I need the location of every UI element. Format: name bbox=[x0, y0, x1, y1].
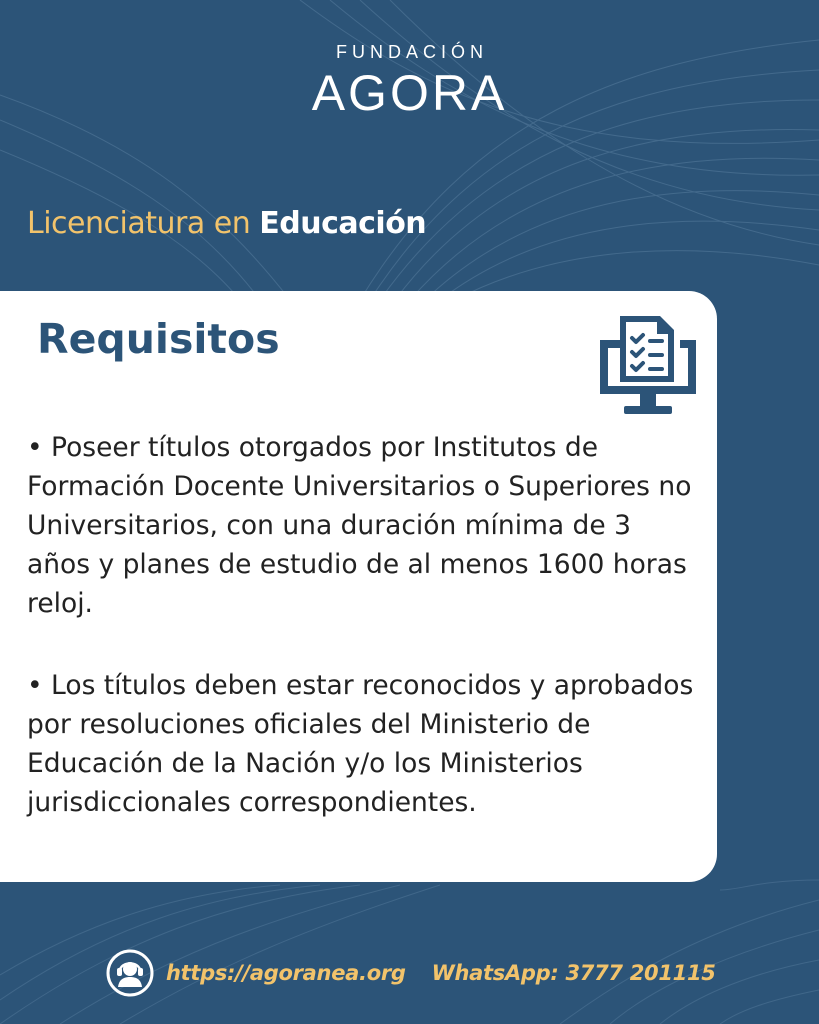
logo-subtitle: FUNDACIÓN bbox=[336, 42, 488, 62]
requirements-card bbox=[0, 291, 717, 882]
program-heading-prefix: Licenciatura en bbox=[27, 206, 251, 241]
foundation-logo bbox=[0, 42, 819, 121]
whatsapp-contact[interactable]: WhatsApp: 3777 201115 bbox=[431, 961, 716, 985]
program-heading bbox=[27, 206, 426, 241]
website-link[interactable]: https://agoranea.org bbox=[166, 961, 406, 985]
requirement-item: • Los títulos deben estar reconocidos y aprobados por resoluciones oficiales del Ministerio de Educación de la Nación y/o los Ministerios jurisdiccionales correspondientes. bbox=[27, 670, 694, 818]
program-heading-highlight: Educación bbox=[259, 206, 427, 241]
footer-contact bbox=[106, 948, 716, 998]
card-title: Requisitos bbox=[37, 315, 280, 363]
support-agent-icon bbox=[106, 949, 154, 997]
checklist-monitor-icon bbox=[596, 312, 700, 418]
requirement-item: • Poseer títulos otorgados por Institutos de Formación Docente Universitarios o Superiores no Universitarios, con una duración mínima de 3 años y planes de estudio de al menos 1600 horas reloj. bbox=[27, 432, 692, 619]
logo-wordmark: AGORA bbox=[311, 65, 508, 121]
